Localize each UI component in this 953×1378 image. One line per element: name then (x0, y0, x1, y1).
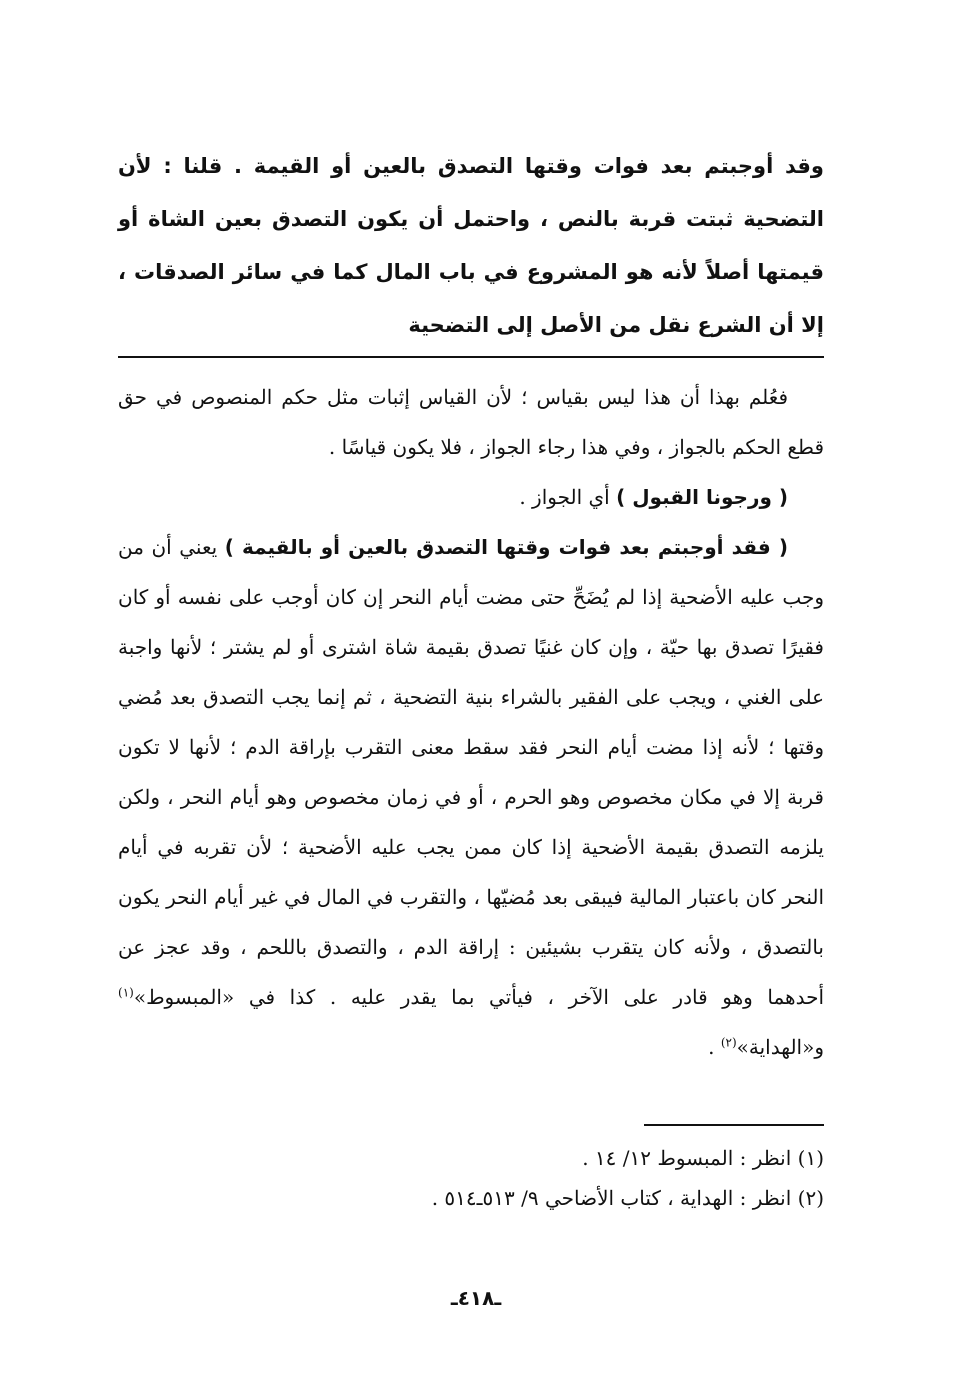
footnote-1: (١) انظر : المبسوط ١٢/ ١٤ . (582, 1146, 824, 1170)
sharh-text-block (118, 372, 824, 1072)
sharh-text: يعني أن من وجب عليه الأضحية إذا لم يُضَحِّ حتى مضت أيام النحر إن كان أوجب على نفسه أو كان فقيرًا تصدق بها حيّة ، وإن كان غنيًا تصدق بقيمة شاة اشترى أو لم يشتر ؛ لأنها واجبة على الغني ، ويجب على الفقير بالشراء بنية التضحية ، ثم إنما يجب التصدق بعد مُضي وقتها ؛ لأنه إذا مضت أيام النحر فقد سقط معنى التقرب بإراقة الدم ؛ لأنها لا تكون قربة إلا في مكان مخصوص وهو الحرم ، أو في زمان مخصوص وهو أيام النحر ، ولكن يلزمه التصدق بقيمة الأضحية إذا كان ممن يجب عليه الأضحية ؛ لأن تقربه في أيام النحر كان باعتبار المالية فيبقى بعد مُضيّها ، والتقرب في المال في غير أيام النحر يكون بالتصدق ، ولأنه كان يتقرب بشيئين : إراقة الدم ، والتصدق باللحم ، وقد عجز عن أحدهما وهو قادر على الآخر ، فيأتي بما يقدر عليه . كذا في (118, 535, 824, 1009)
reference-title: «المبسوط» (133, 985, 235, 1009)
matn-paragraph: وقد أوجبتم بعد فوات وقتها التصدق بالعين أو القيمة . قلنا : لأن التضحية ثبتت قربة بالنص ، واحتمل أن يكون التصدق بعين الشاة أو قيمتها أصلاً لأنه هو المشروع في باب المال كما في سائر الصدقات ، إلا أن الشرع نقل من الأصل إلى التضحية (118, 154, 824, 337)
page-number: ـ٤١٨ـ (450, 1286, 502, 1310)
sharh-paragraph-3 (118, 522, 824, 1072)
footnotes-block (118, 1138, 824, 1218)
lemma-quote: ( ورجونا القبول ) (616, 485, 788, 509)
footnote-2: (٢) انظر : الهداية ، كتاب الأضاحي ٩/ ٥١٣ـ٥١٤ . (431, 1186, 824, 1210)
footnote-marker[interactable]: (٢) (720, 1035, 737, 1050)
sentence-end: . (708, 1035, 721, 1059)
reference-title: «الهداية» (736, 1035, 815, 1059)
matn-separator-rule (118, 356, 824, 358)
sharh-paragraph-1: فعُلم بهذا أن هذا ليس بقياس ؛ لأن القياس إثبات مثل حكم المنصوص في حق قطع الحكم بالجواز ، وفي هذا رجاء الجواز ، فلا يكون قياسًا . (118, 385, 824, 459)
lemma-quote: ( فقد أوجبتم بعد فوات وقتها التصدق بالعين أو بالقيمة ) (224, 535, 788, 559)
sharh-text: أي الجواز . (519, 485, 617, 509)
footnote-marker[interactable]: (١) (118, 985, 134, 1000)
footnote-separator-rule (644, 1124, 824, 1126)
sharh-paragraph-2 (118, 472, 824, 522)
matn-text-block (118, 140, 824, 352)
reference-joiner: و (814, 1035, 824, 1059)
